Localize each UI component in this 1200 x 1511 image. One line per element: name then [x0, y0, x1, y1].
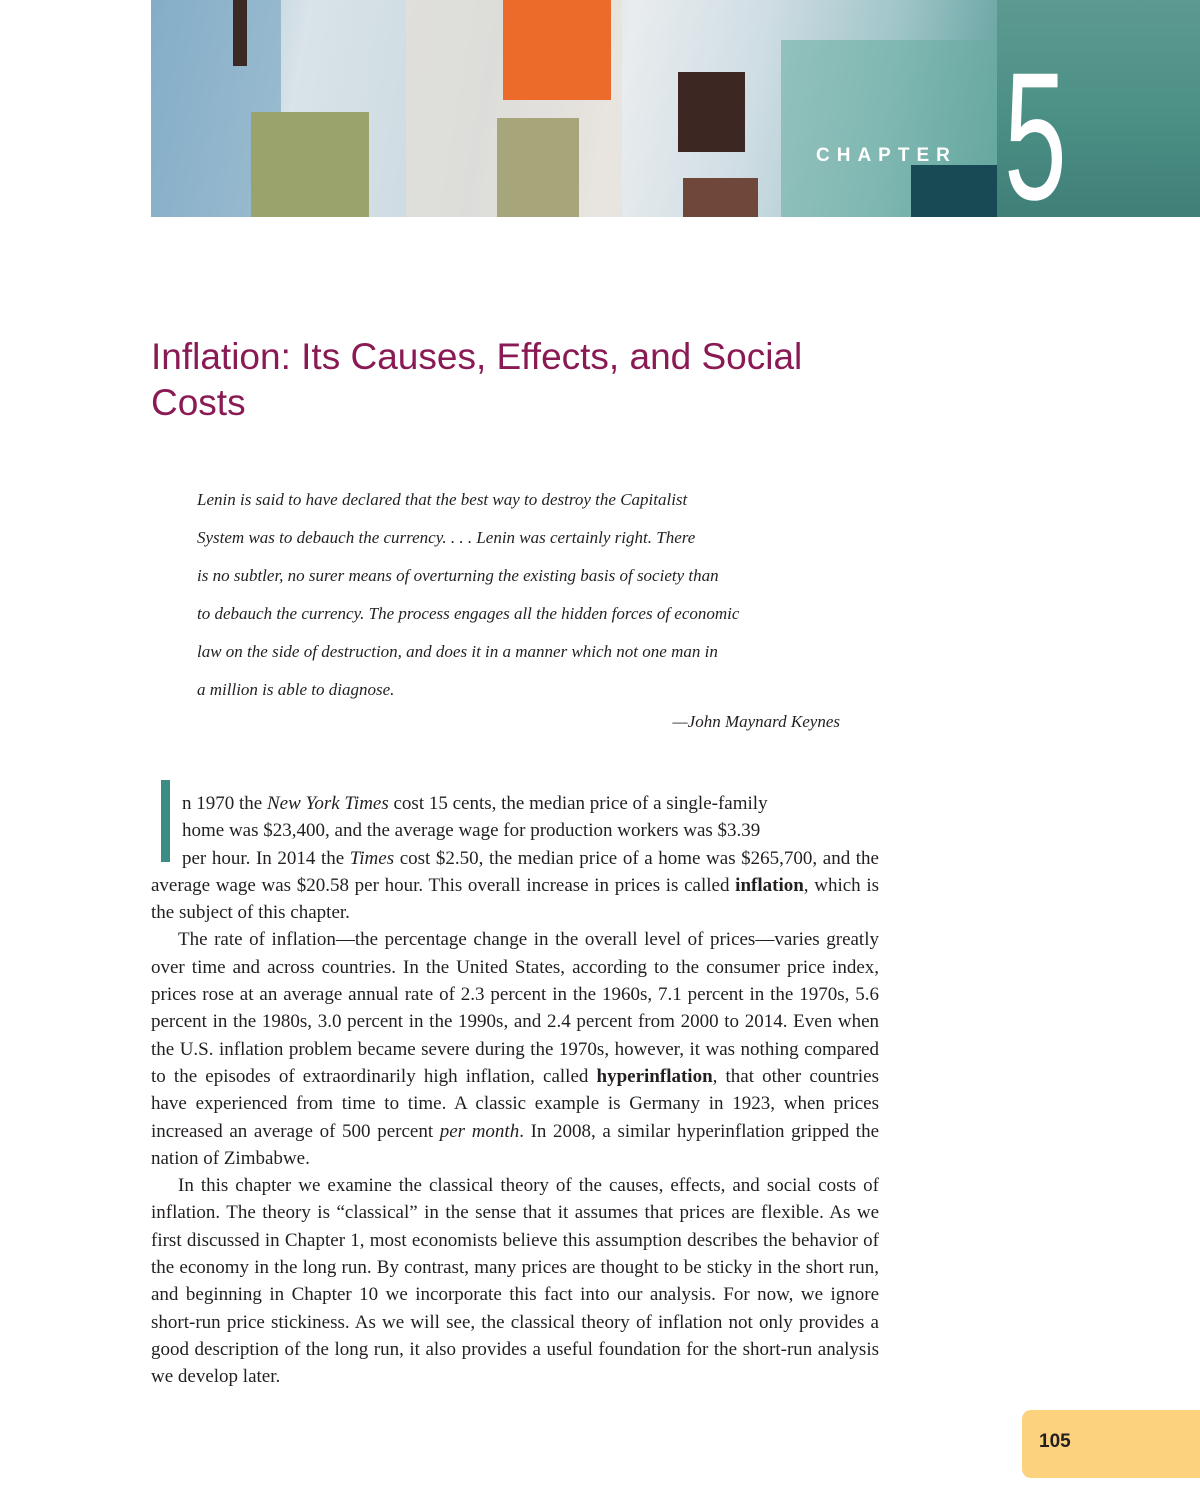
- epigraph-line: System was to debauch the currency. . . . Lenin was certainly right. There: [197, 528, 696, 547]
- newspaper-title: Times: [349, 847, 395, 869]
- epigraph-line: to debauch the currency. The process engages all the hidden forces of economic: [197, 604, 740, 623]
- chapter-number: 5: [1004, 34, 1067, 238]
- epigraph-line: Lenin is said to have declared that the best way to destroy the Capitalist: [197, 490, 688, 509]
- key-term: hyperinflation: [596, 1065, 713, 1087]
- paragraph-1-line-2: home was $23,400, and the average wage for production workers was $3.39: [182, 820, 761, 842]
- paragraph-1-line-3: [151, 848, 394, 869]
- paragraph-3: In this chapter we examine the classical theory of the causes, effects, and social costs of inflation. The theory is “classical” in the sense that it assumes that prices are flexible. As we first discussed in Chapter 1, most economists believe this assumption describes the behavior of the economy in the long run. By contrast, many prices are thought to be sticky in the short run, and beginning in Chapter 10 we incorporate this fact into our analysis. For now, we ignore short-run price stickiness. As we will see, the classical theory of inflation not only provides a good description of the long run, it also provides a useful foundation for the short-run analysis we develop later.: [151, 1175, 879, 1388]
- paragraph-1: [151, 790, 879, 926]
- text-run: cost 15 cents, the median price of a single-family: [388, 793, 768, 814]
- page-number-tab: [1022, 1410, 1200, 1478]
- key-term: inflation: [735, 874, 804, 896]
- text-run: , that other countries have experienced from time to time. A classic example is Germany in 1923, when prices increased an average of 500 percent: [151, 1065, 879, 1142]
- text-run: per hour. In 2014 the: [182, 847, 350, 869]
- emphasis: per month: [439, 1120, 520, 1142]
- paragraph-2: [151, 926, 879, 1172]
- epigraph-line: law on the side of destruction, and does it in a manner which not one man in: [197, 642, 718, 661]
- chapter-label: CHAPTER: [816, 145, 957, 166]
- paragraph-1-line-1: [151, 790, 879, 817]
- epigraph-line: is no subtler, no surer means of overturning the existing basis of society than: [197, 566, 719, 585]
- epigraph-attribution: —John Maynard Keynes: [672, 712, 840, 731]
- text-run: The rate of inflation—the percentage change in the overall level of prices—varies greatly over time and across countries. In the United States, according to the consumer price index, prices rose at an average annual rate of 2.3 percent in the 1960s, 7.1 percent in the 1970s, 5.6 percent in the 1980s, 3.0 percent in the 1990s, and 2.4 percent from 2000 to 2014. Even when the U.S. inflation problem became severe during the 1970s, however, it was nothing compared to the episodes of extraordinarily high inflation, called: [151, 929, 879, 1087]
- body-text: [151, 790, 879, 1391]
- chapter-opener-painting: [151, 0, 997, 217]
- epigraph-line: a million is able to diagnose.: [197, 680, 395, 699]
- epigraph-quote: [197, 481, 847, 709]
- text-run: cost $2.50, the median price of a home was $265,700, and the average wage was $20.58 per hour. This overall increase in prices is called: [151, 847, 879, 896]
- text-run: , which is the subject of this chapter.: [151, 874, 880, 924]
- newspaper-title: New York Times: [266, 793, 389, 814]
- text-run: . In 2008, a similar hyperinflation gripped the nation of Zimbabwe.: [151, 1120, 880, 1169]
- page-number: 105: [1039, 1431, 1071, 1452]
- text-run: n 1970 the: [182, 793, 267, 814]
- chapter-title: Inflation: Its Causes, Effects, and Social Costs: [151, 336, 803, 423]
